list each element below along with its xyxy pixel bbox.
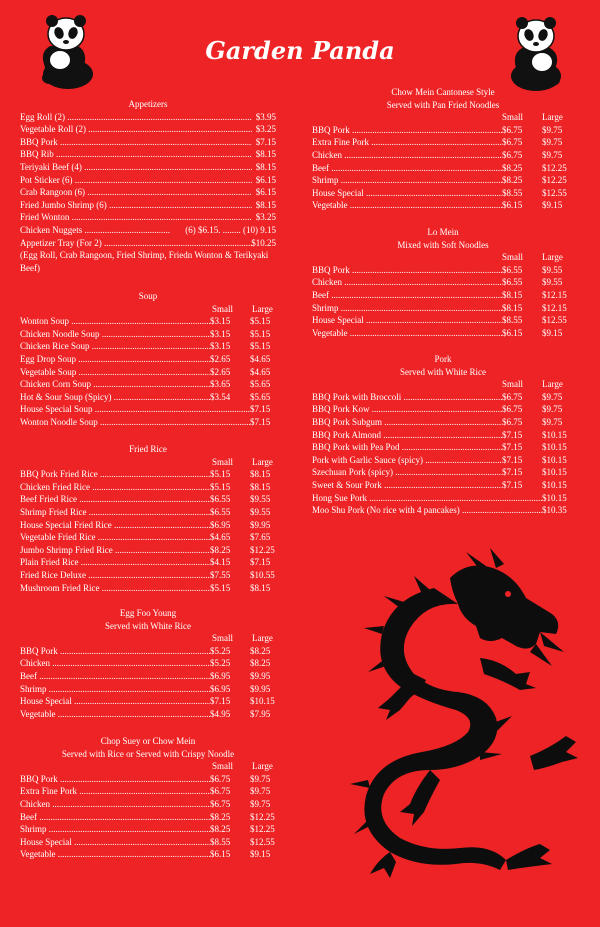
- menu-item-price: ..... $6.15: [256, 186, 276, 199]
- menu-item-large-price: ..... $10.15: [542, 466, 567, 479]
- menu-item-small-price: ..... $7.15: [502, 479, 522, 492]
- menu-item-row: [20, 199, 276, 212]
- menu-item-name: Chicken .....: [312, 276, 502, 289]
- size-header: [312, 378, 574, 391]
- menu-item-small-price: ..... $8.55: [502, 187, 522, 200]
- menu-item-row: [312, 403, 574, 416]
- menu-item-name: Chicken .....: [20, 798, 210, 811]
- menu-item-large-price: ..... $10.15: [542, 454, 567, 467]
- small-label: Small: [212, 456, 234, 467]
- menu-item-name: Shrimp Fried Rice .....: [20, 506, 210, 519]
- menu-item-large-price: ..... $9.95: [250, 683, 270, 696]
- large-label: Large: [252, 303, 273, 314]
- menu-item-row: [20, 811, 276, 824]
- menu-item-row: [20, 481, 276, 494]
- menu-item-large-price: ..... $12.15: [542, 302, 567, 315]
- menu-item-name: Vegetable Fried Rice .....: [20, 531, 210, 544]
- menu-item-name: Egg Roll (2) .....: [20, 111, 252, 124]
- menu-item-price: ..... $3.95: [256, 111, 276, 124]
- menu-item-row: [20, 695, 276, 708]
- menu-item-small-price: ..... $8.25: [210, 823, 230, 836]
- menu-item-small-price: ..... $6.75: [210, 798, 230, 811]
- menu-item-large-price: ..... $9.75: [250, 785, 270, 798]
- menu-item-row: [20, 798, 276, 811]
- menu-item-name: Extra Fine Pork .....: [20, 785, 210, 798]
- size-header: [20, 456, 276, 469]
- menu-item-row: [20, 657, 276, 670]
- menu-item-large-price: ..... $9.15: [250, 848, 270, 861]
- section-heading: Chop Suey or Chow Mein: [100, 736, 196, 746]
- menu-item-row: [20, 785, 276, 798]
- menu-item-row: [20, 670, 276, 683]
- menu-item-name: Vegetable .....: [312, 199, 502, 212]
- menu-item-row: [20, 186, 276, 199]
- menu-item-name: BBQ Rib .....: [20, 148, 252, 161]
- menu-item-name: Chicken Noodle Soup .....: [20, 328, 210, 341]
- menu-item-small-price: ..... $6.75: [502, 149, 522, 162]
- menu-item-row: [20, 403, 276, 416]
- menu-item-row: [20, 569, 276, 582]
- menu-item-large-price: ..... $12.25: [542, 174, 567, 187]
- menu-item-large-price: ..... $12.25: [250, 823, 275, 836]
- menu-item-large-price: ..... $7.15: [250, 556, 270, 569]
- menu-item-price: ..... $8.15: [256, 161, 276, 174]
- menu-item-small-price: ..... $3.15: [210, 340, 230, 353]
- menu-item-name: Vegetable Soup .....: [20, 366, 210, 379]
- menu-item-large-price: ..... $12.25: [250, 811, 275, 824]
- menu-item-small-price: ..... $6.95: [210, 683, 230, 696]
- menu-item-name: Beef .....: [20, 670, 210, 683]
- menu-item-name: Extra Fine Pork .....: [312, 136, 502, 149]
- menu-item-name: Fried Rice Deluxe .....: [20, 569, 210, 582]
- section-heading: Lo Mein: [427, 227, 459, 237]
- menu-item-name: Chicken Rice Soup .....: [20, 340, 210, 353]
- menu-item-name: Hong Sue Pork .....: [312, 492, 542, 505]
- menu-item-small-price: ..... $7.15: [210, 695, 230, 708]
- menu-item-name: Chicken .....: [312, 149, 502, 162]
- menu-item-row: [312, 174, 574, 187]
- menu-item-large-price: ..... $10.15: [542, 492, 567, 505]
- menu-item-row: [20, 582, 276, 595]
- menu-item-row: [20, 708, 276, 721]
- menu-item-name: House Special .....: [312, 187, 502, 200]
- menu-item-price: ..... $6.15: [256, 174, 276, 187]
- menu-item-row: [312, 492, 574, 505]
- menu-item-row: [20, 237, 276, 250]
- menu-item-row: [20, 645, 276, 658]
- menu-item-large-price: ..... $9.55: [250, 493, 270, 506]
- menu-item-small-price: ..... $6.75: [502, 136, 522, 149]
- menu-item-name: Vegetable .....: [20, 848, 210, 861]
- menu-item-large-price: ..... $9.75: [542, 391, 562, 404]
- menu-item-name: House Special Fried Rice .....: [20, 519, 210, 532]
- menu-item-row: [312, 314, 574, 327]
- menu-item-small-price: ..... $5.25: [210, 657, 230, 670]
- menu-item-small-price: ..... $5.15: [210, 481, 230, 494]
- menu-item-small-price: ..... $6.55: [210, 493, 230, 506]
- menu-item-name: House Special .....: [312, 314, 502, 327]
- menu-item-small-price: ..... $6.15: [210, 848, 230, 861]
- menu-item-large-price: ..... $5.15: [250, 315, 270, 328]
- menu-item-large-price: ..... $8.25: [250, 645, 270, 658]
- menu-item-large-price: ..... $9.55: [542, 264, 562, 277]
- small-label: Small: [502, 112, 524, 123]
- menu-item-name: BBQ Pork Kow .....: [312, 403, 502, 416]
- menu-item-small-price: ..... $8.55: [502, 314, 522, 327]
- menu-item-name: BBQ Pork Almond .....: [312, 429, 502, 442]
- menu-item-small-price: ..... $2.65: [210, 353, 230, 366]
- menu-item-large-price: ..... $4.65: [250, 353, 270, 366]
- menu-item-large-price: ..... $8.25: [250, 657, 270, 670]
- menu-item-row: [312, 162, 574, 175]
- menu-item-small-price: ..... $3.15: [210, 315, 230, 328]
- menu-item-name: Beef .....: [312, 162, 502, 175]
- menu-item-price: ..... $3.25: [256, 123, 276, 136]
- menu-item-large-price: ..... $12.25: [542, 162, 567, 175]
- menu-item-row: [20, 531, 276, 544]
- menu-item-row: [20, 823, 276, 836]
- menu-item-large-price: ..... $12.55: [542, 187, 567, 200]
- menu-item-name: Wonton Soup .....: [20, 315, 210, 328]
- menu-item-name: Fried Wonton .....: [20, 211, 252, 224]
- menu-item-large-price: ..... $7.95: [250, 708, 270, 721]
- menu-item-price: ..... $8.15: [256, 199, 276, 212]
- menu-item-row: [312, 327, 574, 340]
- section-subheading: Served with White Rice: [399, 366, 487, 377]
- menu-item-large-price: ..... $12.55: [250, 836, 275, 849]
- size-header: [20, 303, 276, 316]
- menu-item-large-price: ..... $9.75: [250, 773, 270, 786]
- large-label: Large: [542, 112, 563, 123]
- menu-item-row: [20, 315, 276, 328]
- menu-item-name: Moo Shu Pork (No rice with 4 pancakes) .....: [312, 504, 542, 517]
- menu-item-small-price: ..... $6.75: [502, 416, 522, 429]
- menu-item-row: [312, 276, 574, 289]
- section-subheading: Mixed with Soft Noodles: [397, 239, 489, 250]
- menu-item-name: Vegetable .....: [20, 708, 210, 721]
- menu-item-large-price: ..... $9.75: [250, 798, 270, 811]
- menu-item-small-price: ..... $6.55: [502, 276, 522, 289]
- menu-item-small-price: ..... $6.55: [210, 506, 230, 519]
- menu-item-large-price: ..... $9.95: [250, 519, 270, 532]
- menu-item-name: Plain Fried Rice .....: [20, 556, 210, 569]
- menu-item-small-price: ..... $6.75: [502, 124, 522, 137]
- cantonese-section: [312, 86, 574, 212]
- menu-item-small-price: ..... $5.15: [210, 582, 230, 595]
- menu-item-small-price: ..... $4.65: [210, 531, 230, 544]
- menu-item-name: BBQ Pork with Pea Pod .....: [312, 441, 502, 454]
- menu-item-large-price: ..... $7.65: [250, 531, 270, 544]
- menu-item-name: Beef Fried Rice .....: [20, 493, 210, 506]
- menu-item-row: [20, 556, 276, 569]
- menu-item-row: [20, 378, 276, 391]
- menu-item-small-price: ..... $3.15: [210, 328, 230, 341]
- menu-item-name: Jumbo Shrimp Fried Rice .....: [20, 544, 210, 557]
- chop-suey-section: [20, 735, 276, 861]
- lo-mein-section: [312, 226, 574, 339]
- menu-item-row: [312, 454, 574, 467]
- section-heading: Pork: [434, 354, 452, 364]
- menu-item-row: [312, 149, 574, 162]
- small-label: Small: [212, 633, 234, 644]
- size-header: [20, 632, 276, 645]
- menu-item-large-price: ..... $9.75: [542, 403, 562, 416]
- menu-item-large-price: ..... $10.35: [542, 504, 567, 517]
- menu-item-small-price: ..... $7.15: [502, 429, 522, 442]
- menu-item-small-price: ..... $7.15: [502, 466, 522, 479]
- small-label: Small: [502, 252, 524, 263]
- menu-item-name: Beef .....: [312, 289, 502, 302]
- menu-item-large-price: ..... $9.55: [250, 506, 270, 519]
- menu-item-large-price: ..... $12.25: [250, 544, 275, 557]
- menu-item-row: [20, 211, 276, 224]
- menu-item-name: BBQ Pork .....: [312, 264, 502, 277]
- menu-item-large-price: ..... $10.15: [250, 695, 275, 708]
- menu-item-row: [312, 416, 574, 429]
- menu-item-large-price: ..... $8.15: [250, 468, 270, 481]
- dragon-icon: [330, 548, 592, 878]
- menu-item-name: House Special .....: [20, 695, 210, 708]
- menu-item-row: [20, 544, 276, 557]
- menu-item-name: BBQ Pork with Broccoli .....: [312, 391, 502, 404]
- menu-item-small-price: ..... $2.65: [210, 366, 230, 379]
- menu-item-small-price: ..... $4.95: [210, 708, 230, 721]
- menu-item-name: Mushroom Fried Rice .....: [20, 582, 210, 595]
- menu-item-price: ..... $8.15: [256, 148, 276, 161]
- menu-item-small-price: ..... $3.65: [210, 378, 230, 391]
- menu-item-large-price: ..... $9.75: [542, 416, 562, 429]
- menu-item-large-price: ..... $10.15: [542, 441, 567, 454]
- section-subheading: Served with Pan Fried Noodles: [386, 99, 500, 110]
- menu-item-large-price: ..... $5.65: [250, 391, 270, 404]
- menu-item-small-price: ..... $8.55: [210, 836, 230, 849]
- large-label: Large: [542, 252, 563, 263]
- menu-item-name: Chicken .....: [20, 657, 210, 670]
- menu-item-name: BBQ Pork .....: [20, 136, 252, 149]
- menu-item-row: [312, 466, 574, 479]
- menu-item-large-price: ..... $5.15: [250, 340, 270, 353]
- menu-item-large-price: ..... $10.15: [542, 429, 567, 442]
- menu-item-large-price: ..... $8.15: [250, 582, 270, 595]
- menu-item-row: [312, 391, 574, 404]
- menu-item-name: BBQ Pork .....: [312, 124, 502, 137]
- menu-item-large-price: ..... $5.65: [250, 378, 270, 391]
- menu-item-name: Egg Drop Soup .....: [20, 353, 210, 366]
- section-subheading: Served with White Rice: [104, 620, 192, 631]
- fried-rice-section: [20, 443, 276, 594]
- menu-item-row: [312, 187, 574, 200]
- menu-item-name: Chicken Corn Soup .....: [20, 378, 210, 391]
- menu-item-name: BBQ Pork Subgum .....: [312, 416, 502, 429]
- menu-item-name: Pot Sticker (6) .....: [20, 174, 252, 187]
- menu-item-row: [20, 519, 276, 532]
- menu-item-row: [20, 493, 276, 506]
- menu-item-large-price: ..... $8.15: [250, 481, 270, 494]
- menu-item-name: Fried Jumbo Shrimp (6) .....: [20, 199, 252, 212]
- menu-item-large-price: ..... $9.15: [542, 199, 562, 212]
- menu-item-large-price: ..... $9.95: [250, 670, 270, 683]
- menu-item-price: ..... $3.25: [256, 211, 276, 224]
- menu-item-name: Chicken Fried Rice .....: [20, 481, 210, 494]
- menu-item-row: [20, 836, 276, 849]
- menu-item-row: [20, 773, 276, 786]
- menu-item-name: Hot & Sour Soup (Spicy) .....: [20, 391, 210, 404]
- menu-item-small-price: ..... $7.15: [502, 441, 522, 454]
- menu-item-small-price: ..... $6.55: [502, 264, 522, 277]
- menu-item-large-price: ..... $5.15: [250, 328, 270, 341]
- menu-item-row: [312, 289, 574, 302]
- menu-item-name: BBQ Pork Fried Rice .....: [20, 468, 210, 481]
- menu-item-large-price: ..... $12.15: [542, 289, 567, 302]
- large-label: Large: [252, 633, 273, 644]
- menu-item-name: Shrimp .....: [20, 683, 210, 696]
- menu-item-small-price: ..... $7.15: [502, 454, 522, 467]
- menu-item-row: [312, 199, 574, 212]
- menu-item-name: Shrimp .....: [20, 823, 210, 836]
- menu-item-small-price: ..... $5.25: [210, 645, 230, 658]
- soup-section: [20, 290, 276, 429]
- menu-item-large-price: ..... $9.75: [542, 149, 562, 162]
- menu-item-large-price: ..... $9.15: [542, 327, 562, 340]
- menu-item-large-price: ..... $10.55: [250, 569, 275, 582]
- menu-item-row: [20, 224, 276, 237]
- menu-item-small-price: ..... $6.95: [210, 519, 230, 532]
- menu-item-row: [20, 366, 276, 379]
- menu-item-row: [20, 161, 276, 174]
- menu-item-row: [20, 416, 276, 429]
- menu-item-row: [20, 148, 276, 161]
- menu-item-row: [20, 506, 276, 519]
- menu-item-row: [20, 391, 276, 404]
- menu-item-large-price: ..... $4.65: [250, 366, 270, 379]
- menu-item-small-price: ..... $6.75: [210, 785, 230, 798]
- menu-item-small-price: ..... $7.55: [210, 569, 230, 582]
- menu-item-name: Szechuan Pork (spicy) .....: [312, 466, 502, 479]
- menu-item-large-price: ..... $7.15: [250, 416, 270, 429]
- menu-item-name: House Special Soup .....: [20, 403, 250, 416]
- appetizer-tray-note: (Egg Roll, Crab Rangoon, Fried Shrimp, Friedn Wonton & Terikyaki Beef): [20, 250, 269, 273]
- menu-item-row: [20, 123, 276, 136]
- small-label: Small: [212, 761, 234, 772]
- large-label: Large: [542, 379, 563, 390]
- appetizers-section: [20, 98, 276, 274]
- menu-item-row: [20, 848, 276, 861]
- size-header: [312, 251, 574, 264]
- menu-item-name: Chicken Nuggets .....: [20, 224, 170, 237]
- menu-item-name: House Special .....: [20, 836, 210, 849]
- menu-item-name: Wonton Noodle Soup .....: [20, 416, 250, 429]
- section-heading: Appetizers: [128, 99, 168, 109]
- pork-section: [312, 353, 574, 517]
- menu-item-price: ..... (6) $6.15. ........ (10) 9.15: [185, 224, 276, 237]
- menu-item-name: BBQ Pork .....: [20, 645, 210, 658]
- menu-item-row: [312, 136, 574, 149]
- menu-item-small-price: ..... $8.25: [210, 811, 230, 824]
- size-header: [20, 760, 276, 773]
- small-label: Small: [212, 303, 234, 314]
- menu-item-small-price: ..... $5.15: [210, 468, 230, 481]
- menu-item-row: [20, 136, 276, 149]
- menu-item-price: ..... $10.25: [251, 237, 276, 250]
- menu-item-small-price: ..... $8.15: [502, 289, 522, 302]
- small-label: Small: [502, 379, 524, 390]
- menu-item-name: Vegetable Roll (2) .....: [20, 123, 252, 136]
- menu-item-small-price: ..... $6.75: [210, 773, 230, 786]
- menu-item-row: [312, 264, 574, 277]
- menu-item-name: Appetizer Tray (For 2) .....: [20, 237, 252, 250]
- menu-item-small-price: ..... $6.75: [502, 391, 522, 404]
- menu-item-small-price: ..... $8.15: [502, 302, 522, 315]
- menu-item-large-price: ..... $9.55: [542, 276, 562, 289]
- menu-item-small-price: ..... $4.15: [210, 556, 230, 569]
- size-header: [312, 111, 574, 124]
- restaurant-title: Garden Panda: [205, 36, 395, 65]
- menu-item-name: Shrimp .....: [312, 302, 502, 315]
- menu-item-price: ..... $7.15: [256, 136, 276, 149]
- menu-item-small-price: ..... $8.25: [210, 544, 230, 557]
- menu-item-large-price: ..... $7.15: [250, 403, 270, 416]
- large-label: Large: [252, 761, 273, 772]
- menu-item-name: Vegetable .....: [312, 327, 502, 340]
- menu-item-row: [20, 328, 276, 341]
- menu-item-large-price: ..... $10.15: [542, 479, 567, 492]
- menu-item-small-price: ..... $8.25: [502, 162, 522, 175]
- section-heading: Fried Rice: [129, 444, 167, 454]
- menu-item-row: [312, 302, 574, 315]
- menu-item-row: [20, 340, 276, 353]
- menu-item-row: [312, 479, 574, 492]
- menu-item-row: [20, 468, 276, 481]
- menu-item-name: Teriyaki Beef (4) .....: [20, 161, 252, 174]
- menu-item-small-price: ..... $8.25: [502, 174, 522, 187]
- menu-item-name: Pork with Garlic Sauce (spicy) .....: [312, 454, 502, 467]
- menu-item-row: [312, 429, 574, 442]
- menu-item-row: [20, 683, 276, 696]
- menu-item-small-price: ..... $3.54: [210, 391, 230, 404]
- menu-item-row: [312, 441, 574, 454]
- menu-item-large-price: ..... $9.75: [542, 124, 562, 137]
- menu-item-name: BBQ Pork .....: [20, 773, 210, 786]
- large-label: Large: [252, 456, 273, 467]
- menu-item-small-price: ..... $6.15: [502, 327, 522, 340]
- menu-item-name: Crab Rangoon (6) .....: [20, 186, 252, 199]
- menu-item-small-price: ..... $6.95: [210, 670, 230, 683]
- egg-foo-young-section: [20, 607, 276, 720]
- menu-item-name: Sweet & Sour Pork .....: [312, 479, 502, 492]
- menu-item-small-price: ..... $6.15: [502, 199, 522, 212]
- menu-item-row: [312, 124, 574, 137]
- menu-item-large-price: ..... $12.55: [542, 314, 567, 327]
- section-heading: Soup: [138, 291, 158, 301]
- section-heading: Egg Foo Young: [119, 608, 177, 618]
- menu-item-row: [312, 504, 574, 517]
- menu-item-row: [20, 174, 276, 187]
- section-heading: Chow Mein Cantonese Style: [391, 87, 495, 97]
- menu-item-row: [20, 111, 276, 124]
- menu-item-small-price: ..... $6.75: [502, 403, 522, 416]
- section-subheading: Served with Rice or Served with Crispy Noodle: [61, 748, 235, 759]
- menu-item-large-price: ..... $9.75: [542, 136, 562, 149]
- menu-item-row: [20, 353, 276, 366]
- menu-item-name: Beef .....: [20, 811, 210, 824]
- menu-item-name: Shrimp .....: [312, 174, 502, 187]
